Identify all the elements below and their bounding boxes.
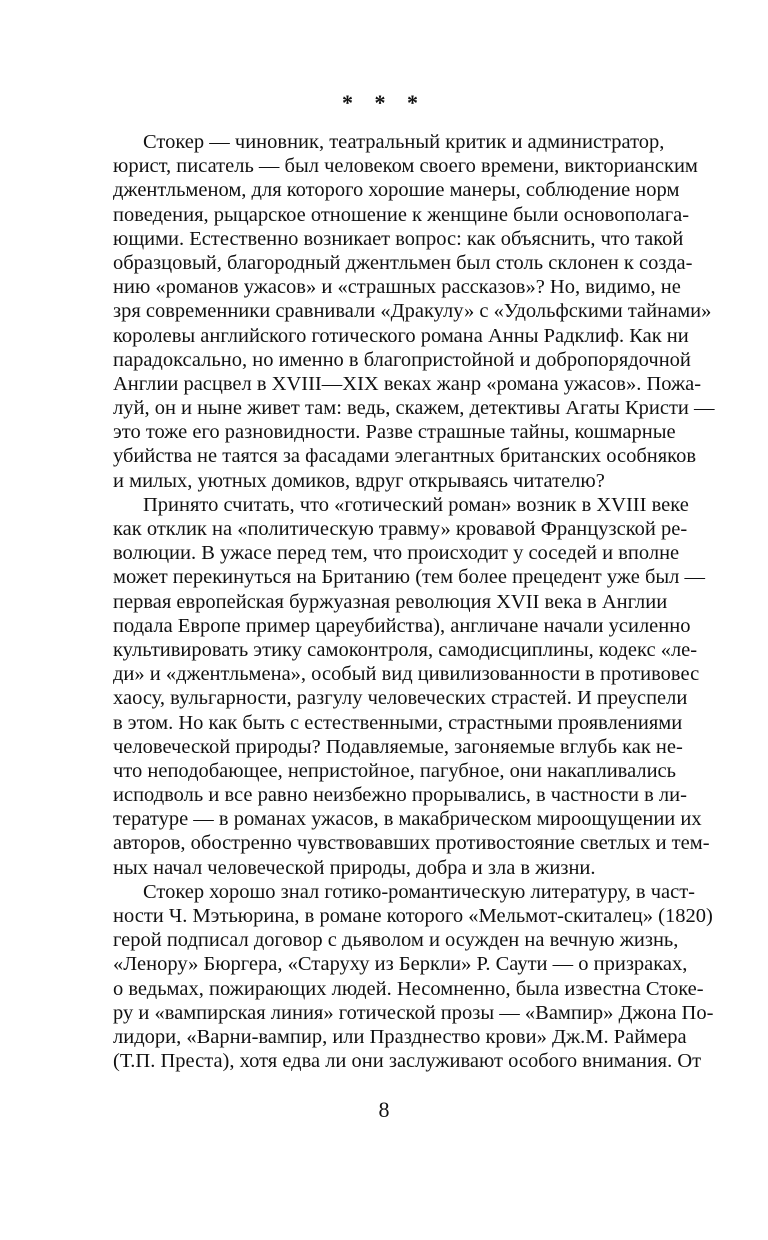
text-line: ности Ч. Мэтьюрина, в романе которого «Мельмот-скиталец» (1820) — [113, 905, 713, 927]
text-line: культивировать этику самоконтроля, самодисциплины, кодекс «ле- — [113, 638, 698, 661]
text-line: Стокер — чиновник, театральный критик и администратор, — [143, 131, 665, 153]
text-line: о ведьмах, пожирающих людей. Несомненно, была известна Стоке- — [113, 977, 704, 1000]
text-line: авторов, обостренно чувствовавших противостояние светлых и тем- — [113, 832, 710, 855]
text-line: исподволь и все равно неизбежно прорывались, в частности в ли- — [113, 784, 687, 807]
text-line: что неподобающее, непристойное, пагубное, они накапливались — [113, 759, 676, 782]
text-line: лидори, «Варни-вампир, или Празднество крови» Дж.М. Раймера — [113, 1025, 687, 1048]
text-line: «Ленору» Бюргера, «Старуху из Беркли» Р. Саути — о призраках, — [113, 953, 688, 976]
text-line: хаосу, вульгарности, разгулу человеческих страстей. И преуспели — [113, 687, 688, 710]
text-line: человеческой природы? Подавляемые, загоняемые вглубь как не- — [113, 735, 683, 758]
text-line: может перекинуться на Британию (тем более прецедент уже был — — [113, 566, 705, 589]
text-line: ру и «вампирская линия» готической прозы — «Вампир» Джона По- — [113, 1001, 714, 1024]
text-line: в этом. Но как быть с естественными, страстными проявлениями — [113, 711, 683, 734]
text-line: и милых, уютных домиков, вдруг открываясь читателю? — [113, 469, 605, 492]
text-line: луй, он и ныне живет там: ведь, скажем, детективы Агаты Кристи — — [113, 397, 715, 420]
text-line: ющими. Естественно возникает вопрос: как объяснить, что такой — [113, 227, 684, 250]
page-number: 8 — [378, 1097, 390, 1122]
text-line: ных начал человеческой природы, добра и зла в жизни. — [113, 856, 596, 879]
text-line: образцовый, благородный джентльмен был столь склонен к созда- — [113, 251, 693, 274]
text-line: первая европейская буржуазная революция XVII века в Англии — [113, 590, 668, 613]
text-line: как отклик на «политическую травму» кровавой Французской ре- — [113, 518, 688, 540]
body-text — [113, 130, 715, 1073]
paragraph — [113, 880, 714, 1074]
text-line: это тоже его разновидности. Разве страшные тайны, кошмарные — [113, 421, 676, 444]
text-line: волюции. В ужасе перед тем, что происходит у соседей и вполне — [113, 542, 680, 565]
text-line: тературе — в романах ужасов, в макабрическом мироощущении их — [113, 808, 702, 831]
text-line: зря современники сравнивали «Дракулу» с «Удольфскими тайнами» — [113, 300, 712, 323]
text-line: нию «романов ужасов» и «страшных рассказов»? Но, видимо, не — [113, 276, 681, 299]
text-line: ди» и «джентльмена», особый вид цивилизованности в противовес — [113, 663, 700, 686]
text-line: убийства не таятся за фасадами элегантных британских особняков — [113, 445, 697, 468]
paragraph — [113, 130, 715, 493]
text-line: подала Европе пример цареубийства), англичане начали усиленно — [113, 614, 691, 637]
text-line: джентльменом, для которого хорошие манеры, соблюдение норм — [113, 179, 680, 202]
text-line: парадоксально, но именно в благопристойной и добропорядочной — [113, 348, 691, 371]
section-separator: * * * — [342, 90, 426, 115]
text-line: Стокер хорошо знал готико-романтическую литературу, в част- — [143, 880, 696, 903]
text-line: (Т.П. Преста), хотя едва ли они заслуживают особого внимания. От — [113, 1050, 702, 1073]
text-line: Англии расцвел в XVIII—XIX веках жанр «романа ужасов». Пожа- — [113, 372, 702, 395]
paragraph — [113, 493, 710, 880]
text-line: Принято считать, что «готический роман» возник в XVIII веке — [143, 493, 689, 516]
text-line: поведения, рыцарское отношение к женщине были основополага- — [113, 203, 690, 226]
text-line: герой подписал договор с дьяволом и осужден на вечную жизнь, — [113, 929, 679, 952]
text-line: королевы английского готического романа Анны Радклиф. Как ни — [113, 324, 689, 347]
text-line: юрист, писатель — был человеком своего времени, викторианским — [113, 155, 698, 178]
